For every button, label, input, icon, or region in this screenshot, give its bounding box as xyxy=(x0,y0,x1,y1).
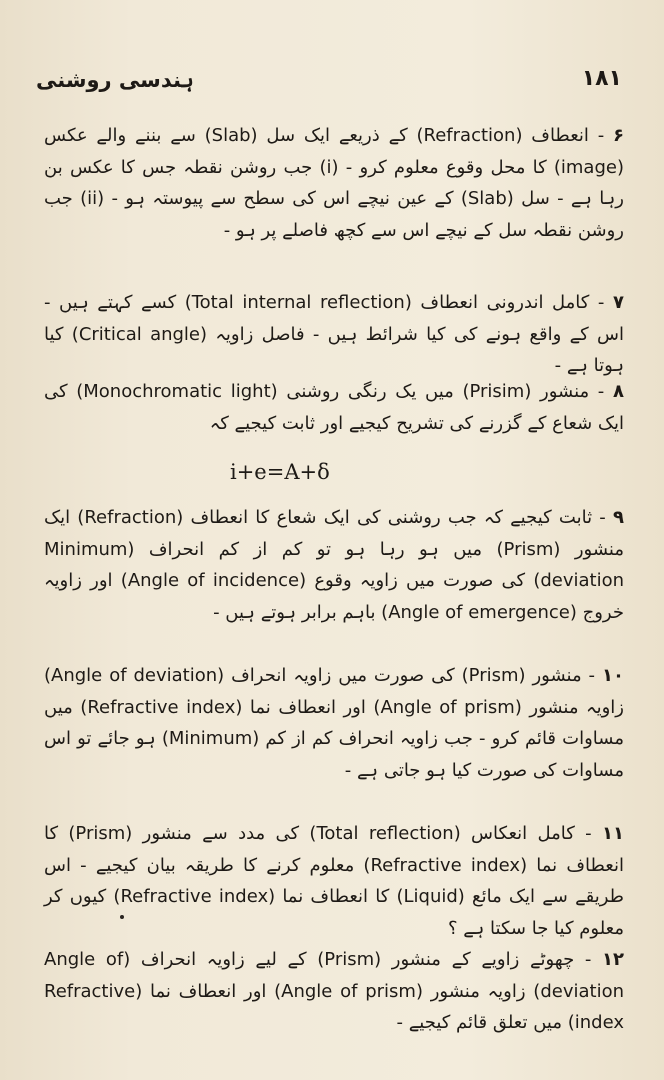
page-number: ١٨١ xyxy=(581,66,622,91)
running-head-title: ہندسی روشنی xyxy=(36,68,194,92)
question-number: ۱۰ xyxy=(602,665,624,686)
question-text: - کامل اندرونی انعطاف (Total internal reflection) کسے کہتے ہیں - اس کے واقع ہونے کی کیا شرائط ہیں - فاصل زاویہ (Critical angle) کیا ہوتا ہے - xyxy=(44,292,624,376)
question-number: ۷ xyxy=(613,292,624,313)
question-11 xyxy=(44,818,624,944)
question-number: ۱۲ xyxy=(602,949,625,970)
question-12 xyxy=(44,944,624,1039)
question-10 xyxy=(44,660,624,786)
question-number: ۸ xyxy=(612,381,624,402)
question-7 xyxy=(44,287,624,382)
question-text: - منشور (Prisim) میں یک رنگی روشنی (Monochromatic light) کی ایک شعاع کے گزرنے کی تشریح کیجیے اور ثابت کیجیے کہ xyxy=(44,381,624,434)
prism-formula: i+e=A+δ xyxy=(230,460,330,484)
question-text: - انعطاف (Refraction) کے ذریعے ایک سل (Slab) سے بننے والے عکس (image) کا محل وقوع معلوم کرو - (i) جب روشن نقطہ جس کا عکس بن رہا ہے - سل (Slab) کے عین نیچے اس کی سطح سے پیوستہ ہو - (ii) جب روشن نقطہ سل کے نیچے اس سے کچھ فاصلے پر ہو - xyxy=(44,125,624,241)
question-6 xyxy=(44,120,624,246)
ink-speck xyxy=(120,915,124,919)
question-number: ۶ xyxy=(613,125,624,146)
question-number: ۹ xyxy=(613,507,624,528)
question-text: - ثابت کیجیے کہ جب روشنی کی ایک شعاع کا انعطاف (Refraction) ایک منشور (Prism) میں ہو رہا ہو تو کم از کم انحراف (Minimum deviation) کی صورت میں زاویہ وقوع (Angle of incidence) اور زاویہ خروج (Angle of emergence) باہم برابر ہوتے ہیں - xyxy=(44,507,625,623)
question-text: - چھوٹے زاویے کے منشور (Prism) کے لیے زاویہ انحراف (Angle of deviation) زاویہ منشور (Angle of prism) اور انعطاف نما (Refractive index) میں تعلق قائم کیجیے - xyxy=(44,949,624,1033)
question-text: - منشور (Prism) کی صورت میں زاویہ انحراف (Angle of deviation) زاویہ منشور (Angle of prism) اور انعطاف نما (Refractive index) میں مساوات قائم کرو - جب زاویہ انحراف کم از کم (Minimum) ہو جائے تو اس مساوات کی صورت کیا ہو جاتی ہے - xyxy=(44,665,624,781)
question-text: - کامل انعکاس (Total reflection) کی مدد سے منشور (Prism) کا انعطاف نما (Refractive index) معلوم کرنے کا طریقہ بیان کیجیے - اس طریقے سے ایک مائع (Liquid) کا انعطاف نما (Refractive index) کیوں کر معلوم کیا جا سکتا ہے ؟ xyxy=(44,823,624,939)
question-number: ۱۱ xyxy=(602,823,624,844)
question-9 xyxy=(44,502,624,628)
question-8 xyxy=(44,376,624,439)
